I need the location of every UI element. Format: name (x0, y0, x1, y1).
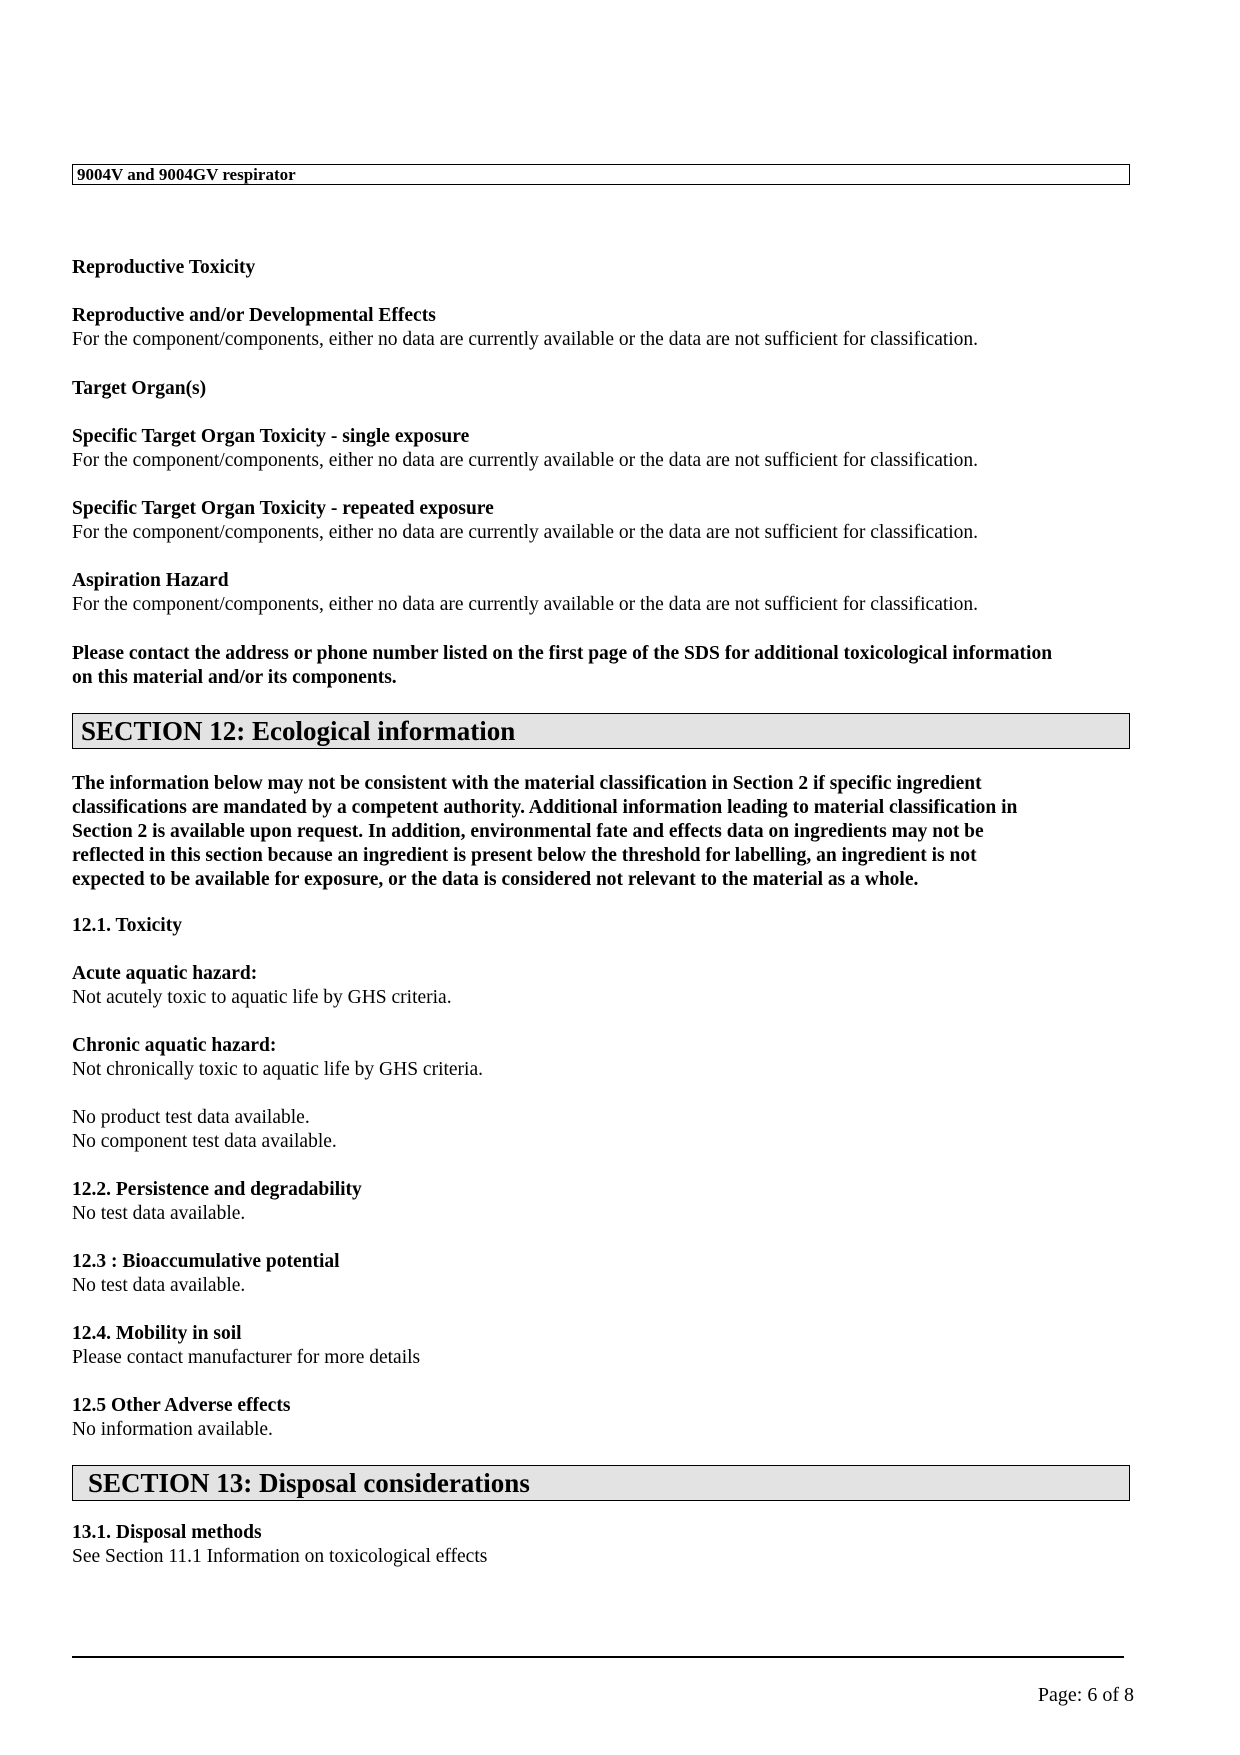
section-13-title: SECTION 13: Disposal considerations (72, 1465, 1130, 1501)
contact-note-line-2: on this material and/or its components. (72, 667, 397, 688)
section-12-intro-line-5: expected to be available for exposure, or the data is considered not relevant to the material as a whole. (72, 869, 919, 890)
repro-dev-effects-heading: Reproductive and/or Developmental Effects (72, 305, 436, 326)
disposal-methods-text: See Section 11.1 Information on toxicological effects (72, 1546, 488, 1567)
section-12-title: SECTION 12: Ecological information (72, 713, 1130, 749)
footer-divider (72, 1656, 1124, 1658)
persistence-text: No test data available. (72, 1203, 246, 1224)
section-12-intro-line-3: Section 2 is available upon request. In addition, environmental fate and effects data on ingredients may not be (72, 821, 984, 842)
stot-single-text: For the component/components, either no data are currently available or the data are not sufficient for classification. (72, 450, 979, 471)
stot-repeated-heading: Specific Target Organ Toxicity - repeated exposure (72, 498, 494, 519)
product-name-header: 9004V and 9004GV respirator (72, 164, 1130, 185)
section-12-intro-line-2: classifications are mandated by a competent authority. Additional information leading to material classification in (72, 797, 1018, 818)
page-number: Page: 6 of 8 (1037, 1684, 1134, 1706)
persistence-heading: 12.2. Persistence and degradability (72, 1179, 362, 1200)
contact-note-line-1: Please contact the address or phone number listed on the first page of the SDS for additional toxicological information (72, 643, 1053, 664)
product-test-data-text: No product test data available. (72, 1107, 310, 1128)
section-12-intro-line-4: reflected in this section because an ingredient is present below the threshold for labelling, an ingredient is not (72, 845, 977, 866)
disposal-methods-heading: 13.1. Disposal methods (72, 1522, 262, 1543)
target-organs-heading: Target Organ(s) (72, 378, 207, 399)
stot-repeated-text: For the component/components, either no data are currently available or the data are not sufficient for classification. (72, 522, 979, 543)
mobility-heading: 12.4. Mobility in soil (72, 1323, 242, 1344)
aspiration-hazard-heading: Aspiration Hazard (72, 570, 229, 591)
bioaccumulative-text: No test data available. (72, 1275, 246, 1296)
reproductive-toxicity-heading: Reproductive Toxicity (72, 257, 256, 278)
toxicity-subheading: 12.1. Toxicity (72, 915, 182, 936)
chronic-aquatic-text: Not chronically toxic to aquatic life by GHS criteria. (72, 1059, 483, 1080)
mobility-text: Please contact manufacturer for more details (72, 1347, 421, 1368)
repro-dev-effects-text: For the component/components, either no data are currently available or the data are not sufficient for classification. (72, 329, 979, 350)
stot-single-heading: Specific Target Organ Toxicity - single exposure (72, 426, 470, 447)
bioaccumulative-heading: 12.3 : Bioaccumulative potential (72, 1251, 340, 1272)
section-12-intro-line-1: The information below may not be consistent with the material classification in Section 2 if specific ingredient (72, 773, 982, 794)
component-test-data-text: No component test data available. (72, 1131, 337, 1152)
other-effects-text: No information available. (72, 1419, 273, 1440)
chronic-aquatic-heading: Chronic aquatic hazard: (72, 1035, 277, 1056)
acute-aquatic-text: Not acutely toxic to aquatic life by GHS criteria. (72, 987, 452, 1008)
other-effects-heading: 12.5 Other Adverse effects (72, 1395, 291, 1416)
acute-aquatic-heading: Acute aquatic hazard: (72, 963, 258, 984)
aspiration-hazard-text: For the component/components, either no data are currently available or the data are not sufficient for classification. (72, 594, 979, 615)
